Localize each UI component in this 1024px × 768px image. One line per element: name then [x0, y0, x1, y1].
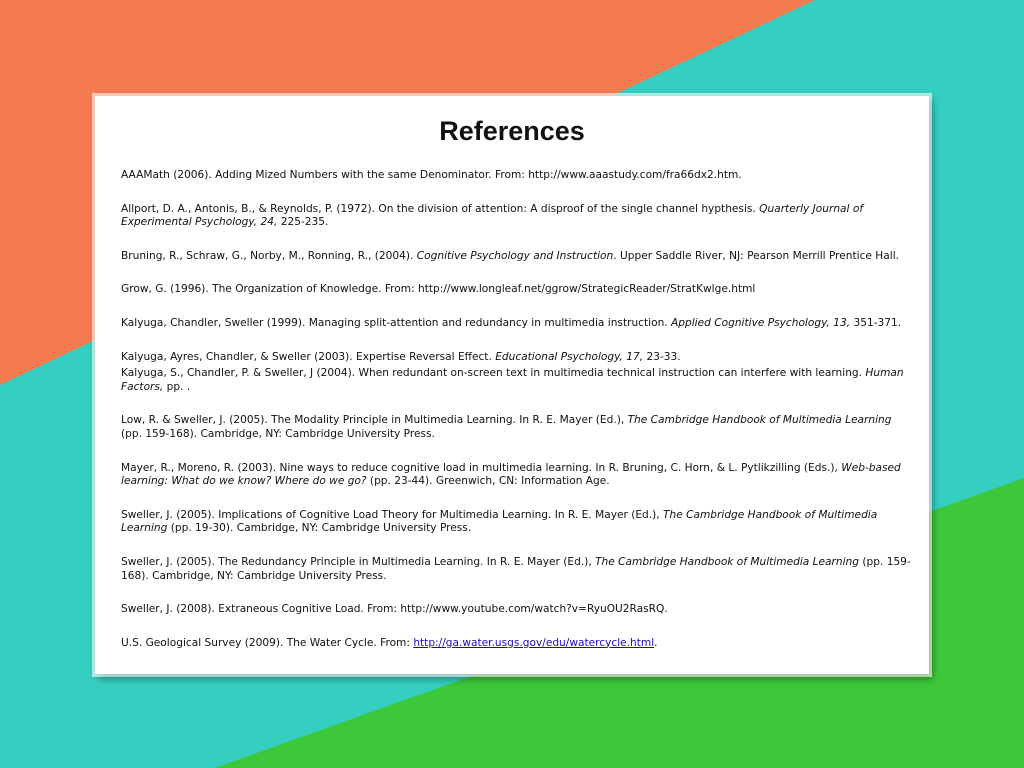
- reference-text: Allport, D. A., Antonis, B., & Reynolds, P. (1972). On the division of attention: A disproof of the single channel hypthesis.: [121, 202, 760, 215]
- reference-italic-text: The Cambridge Handbook of Multimedia Learning: [627, 414, 892, 427]
- reference-text: (pp. 159-168). Cambridge, NY: Cambridge University Press.: [121, 555, 911, 582]
- reference-italic-text: Educational Psychology, 17,: [495, 350, 644, 363]
- reference-text: Sweller, J. (2005). Implications of Cognitive Load Theory for Multimedia Learning. In R. E. Mayer (Ed.),: [121, 508, 664, 521]
- reference-text: (pp. 159-168). Cambridge, NY: Cambridge University Press.: [121, 427, 435, 440]
- reference-text: (pp. 23-44). Greenwich, CN: Information Age.: [366, 475, 610, 488]
- reference-entry: [121, 414, 911, 441]
- reference-text: Mayer, R., Moreno, R. (2003). Nine ways to reduce cognitive load in multimedia learning. In R. Bruning, C. Horn, & L. Pytlikzilling (Eds.),: [121, 461, 842, 474]
- reference-italic-text: Web-based learning: What do we know? Where do we go?: [121, 461, 901, 488]
- reference-text: Grow, G. (1996). The Organization of Knowledge. From: http://www.longleaf.net/ggrow/StrategicReader/StratKwlge.html: [121, 283, 756, 296]
- reference-entry: [121, 367, 911, 394]
- reference-entry: [121, 509, 911, 536]
- reference-text: Low, R. & Sweller, J. (2005). The Modality Principle in Multimedia Learning. In R. E. Mayer (Ed.),: [121, 414, 628, 427]
- reference-text: Kalyuga, Chandler, Sweller (1999). Managing split-attention and redundancy in multimedia instruction.: [121, 316, 672, 329]
- reference-entry: [121, 603, 911, 617]
- reference-text: 351-371.: [850, 316, 902, 329]
- reference-text: Bruning, R., Schraw, G., Norby, M., Ronning, R., (2004).: [121, 249, 417, 262]
- reference-text: Sweller, J. (2005). The Redundancy Principle in Multimedia Learning. In R. E. Mayer (Ed.),: [121, 555, 596, 568]
- reference-italic-text: The Cambridge Handbook of Multimedia Learning: [595, 555, 860, 568]
- reference-entry: [121, 637, 911, 651]
- reference-text: Kalyuga, Ayres, Chandler, & Sweller (2003). Expertise Reversal Effect.: [121, 350, 496, 363]
- reference-entry: [121, 556, 911, 583]
- references-list: [121, 149, 911, 650]
- page-title: References: [439, 116, 585, 146]
- reference-text: (pp. 19-30). Cambridge, NY: Cambridge University Press.: [167, 522, 472, 535]
- reference-entry: [121, 351, 911, 365]
- reference-italic-text: Human Factors,: [121, 367, 904, 393]
- reference-entry: [121, 203, 911, 230]
- references-card: [95, 96, 929, 674]
- reference-text: pp. .: [163, 380, 191, 393]
- reference-italic-text: The Cambridge Handbook of Multimedia Learning: [121, 508, 878, 535]
- reference-text: 23-33.: [643, 350, 681, 363]
- reference-link[interactable]: http://ga.water.usgs.gov/edu/watercycle.html: [413, 636, 655, 649]
- reference-text: 225-235.: [277, 216, 329, 229]
- reference-text: AAAMath (2006). Adding Mized Numbers with the same Denominator. From: http://www.aaastudy.com/fra66dx2.htm.: [121, 169, 742, 181]
- reference-entry: [121, 283, 911, 297]
- reference-italic-text: Quarterly Journal of Experimental Psychology, 24,: [121, 202, 864, 229]
- reference-entry: [121, 317, 911, 331]
- reference-text: U.S. Geological Survey (2009). The Water Cycle. From:: [121, 636, 414, 649]
- reference-entry: [121, 462, 911, 489]
- reference-text: .: [654, 636, 658, 649]
- reference-italic-text: Cognitive Psychology and Instruction: [416, 249, 614, 262]
- reference-text: Sweller, J. (2008). Extraneous Cognitive Load. From: http://www.youtube.com/watch?v=RyuOU2RasRQ.: [121, 603, 668, 616]
- reference-entry: [121, 250, 911, 264]
- reference-entry: [121, 169, 911, 183]
- reference-text: Kalyuga, S., Chandler, P. & Sweller, J (2004). When redundant on-screen text in multimedia technical instruction can interfere with learning.: [121, 367, 866, 380]
- reference-text: . Upper Saddle River, NJ: Pearson Merrill Prentice Hall.: [613, 249, 900, 262]
- reference-italic-text: Applied Cognitive Psychology, 13,: [671, 316, 851, 329]
